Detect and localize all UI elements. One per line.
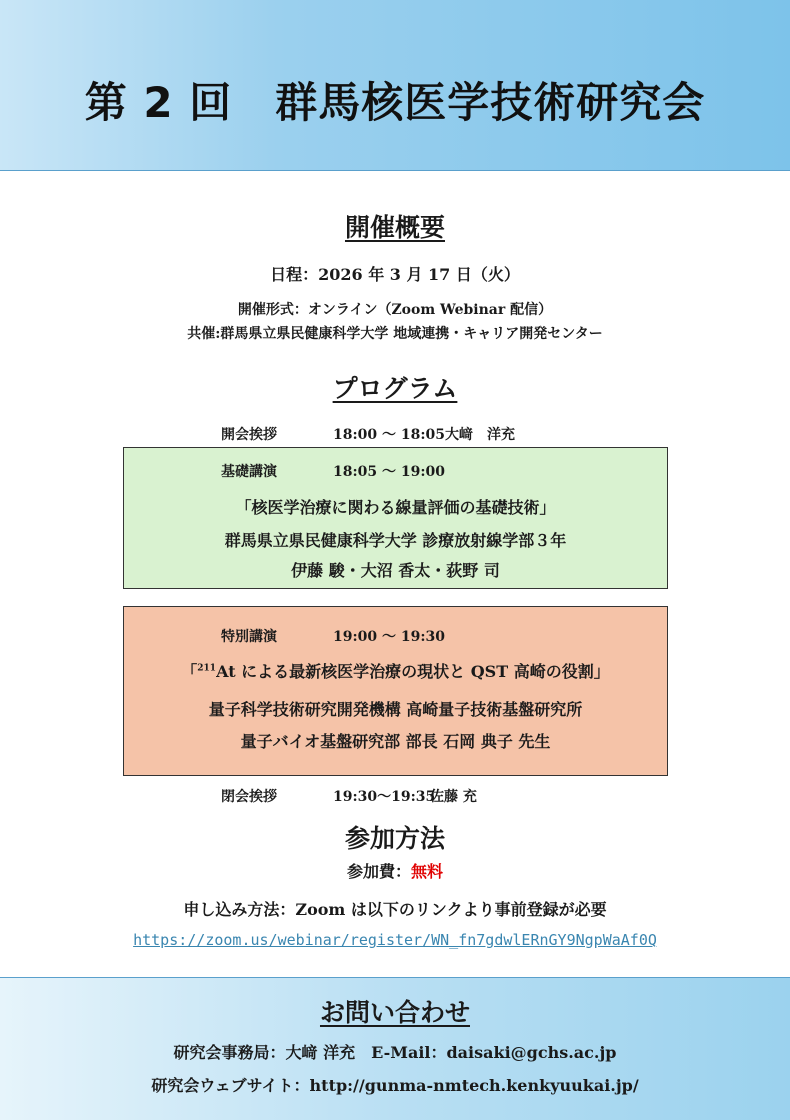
program-heading: プログラム <box>332 374 458 403</box>
header-banner <box>0 0 790 171</box>
registration-link-row <box>0 931 790 949</box>
opening-speaker: 大﨑 洋充 <box>445 427 515 443</box>
fee-value: 無料 <box>411 862 444 881</box>
special-label: 特別講演 <box>221 629 277 645</box>
event-date: 日程：2026 年 3 月 17 日（火） <box>270 265 520 284</box>
basic-lecture-box <box>123 447 668 589</box>
opening-label: 開会挨拶 <box>221 427 277 443</box>
basic-speakers: 伊藤 駿・大沼 香太・荻野 司 <box>291 561 500 580</box>
special-affiliation: 量子科学技術研究開発機構 高崎量子技術基盤研究所 <box>208 700 583 719</box>
fee-label: 参加費： <box>346 862 411 881</box>
basic-affiliation: 群馬県立県民健康科学大学 診療放射線学部３年 <box>224 531 567 550</box>
special-time: 19:00 ～ 19:30 <box>333 629 446 645</box>
basic-label: 基礎講演 <box>221 464 277 480</box>
opening-time: 18:00 ～ 18:05 <box>333 427 446 443</box>
special-speaker: 量子バイオ基盤研究部 部長 石岡 典子 先生 <box>240 732 551 751</box>
participation-fee <box>0 859 790 882</box>
closing-speaker: 佐藤 充 <box>430 789 477 805</box>
registration-link[interactable]: https://zoom.us/webinar/register/WN_fn7gdwlERnGY9NgpWaAf0Q <box>133 931 657 949</box>
closing-time: 19:30～19:35 <box>333 789 436 805</box>
page-title: 第 2 回 群馬核医学技術研究会 <box>84 78 706 127</box>
participation-heading: 参加方法 <box>344 824 445 853</box>
contact-office: 研究会事務局：大﨑 洋充 E-Mail：daisaki@gchs.ac.jp <box>173 1043 617 1062</box>
contact-footer <box>0 977 790 1120</box>
special-lecture-box <box>123 606 668 776</box>
event-cohost: 共催:群馬県立県民健康科学大学 地域連携・キャリア開発センター <box>187 326 603 342</box>
basic-time: 18:05 ～ 19:00 <box>333 464 446 480</box>
participation-method: 申し込み方法：Zoom は以下のリンクより事前登録が必要 <box>183 900 607 919</box>
overview-heading: 開催概要 <box>344 213 445 242</box>
closing-label: 閉会挨拶 <box>221 789 277 805</box>
contact-website: 研究会ウェブサイト：http://gunma-nmtech.kenkyuukai.jp/ <box>151 1076 639 1095</box>
event-format: 開催形式：オンライン（Zoom Webinar 配信） <box>237 302 553 318</box>
basic-title: 「核医学治療に関わる線量評価の基礎技術」 <box>235 498 556 517</box>
special-title: 「$^{211}$At による最新核医学治療の現状と QST 高崎の役割」 <box>181 662 610 681</box>
contact-heading: お問い合わせ <box>319 998 470 1027</box>
